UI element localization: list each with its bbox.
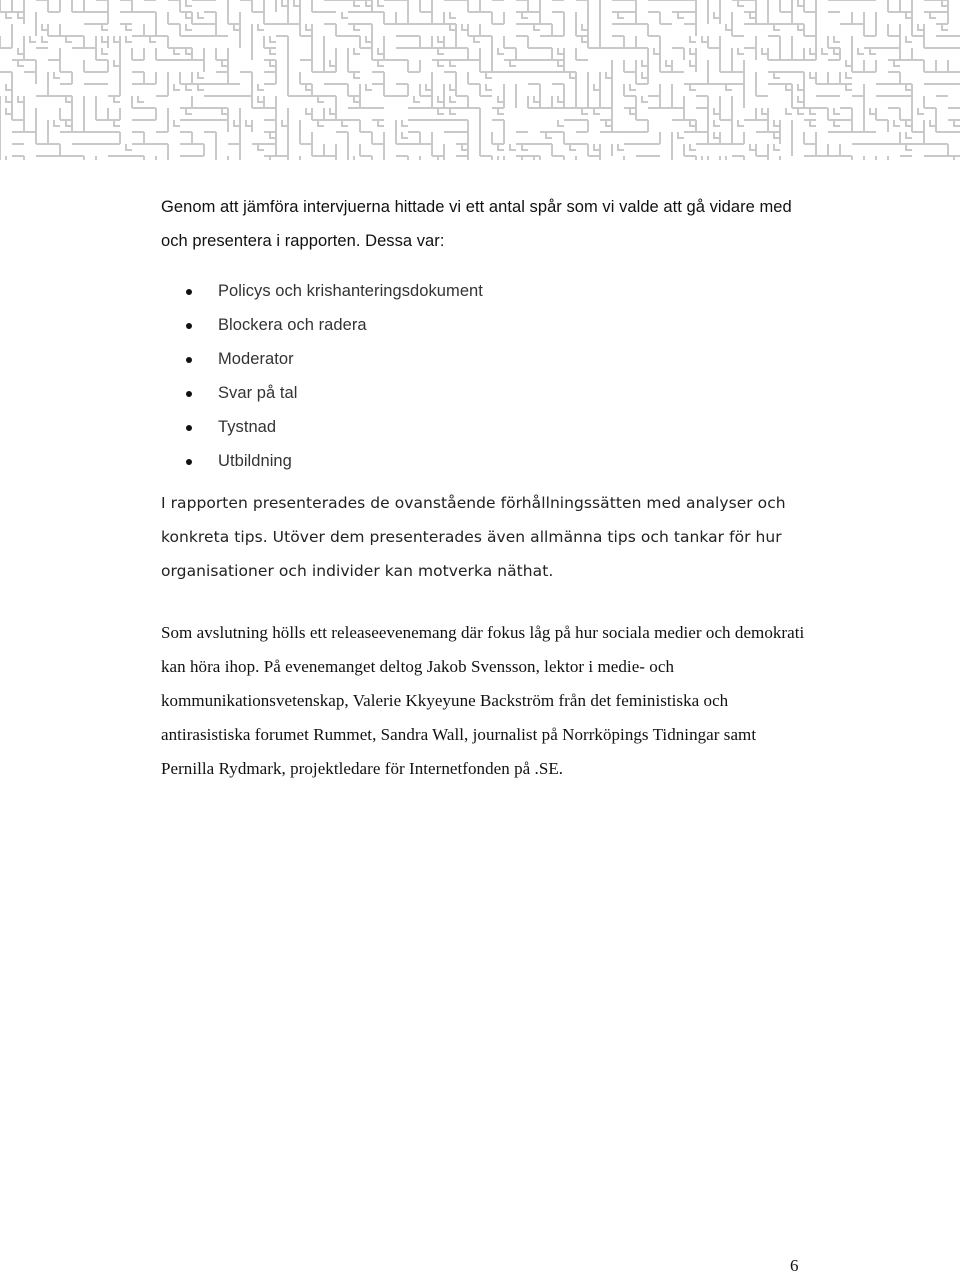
list-item [161, 274, 811, 308]
page-number: 6 [790, 1256, 799, 1275]
intro-paragraph [161, 190, 811, 258]
analysis-paragraph: I rapporten presenterades de ovanstående förhållningssätten med analyser och konkreta tips. Utöver dem presenterades även allmänna tips och tankar för hur organisationer och individer kan motverka näthat. [161, 494, 786, 580]
list-item-text: Blockera och radera [218, 316, 367, 334]
document-body [161, 190, 811, 786]
list-item-text: Utbildning [218, 452, 292, 470]
list-item-text: Tystnad [218, 418, 277, 436]
list-item [161, 376, 811, 410]
intro-text: Genom att jämföra intervjuerna hittade vi ett antal spår som vi valde att gå vidare med och presentera i rapporten. Dessa var: [161, 198, 792, 250]
list-item [161, 342, 811, 376]
list-item [161, 444, 811, 478]
list-item-text: Moderator [218, 350, 294, 368]
list-item [161, 410, 811, 444]
event-paragraph: Som avslutning hölls ett releaseevenemang där fokus låg på hur sociala medier och demokrati kan höra ihop. På evenemanget deltog Jakob Svensson, lektor i medie- och kommunikationsvetenskap, Valerie Kkyeyune Backström från det feministiska och antirasistiska forumet Rummet, Sandra Wall, journalist på Norrköpings Tidningar samt Pernilla Rydmark, projektledare för Internetfonden på .SE. [161, 623, 805, 778]
list-item-text: Svar på tal [218, 384, 298, 402]
list-item [161, 308, 811, 342]
header-maze-pattern [0, 0, 960, 160]
list-item-text: Policys och krishanteringsdokument [218, 282, 483, 300]
bullet-list [161, 274, 811, 478]
maze-lines [0, 0, 960, 160]
